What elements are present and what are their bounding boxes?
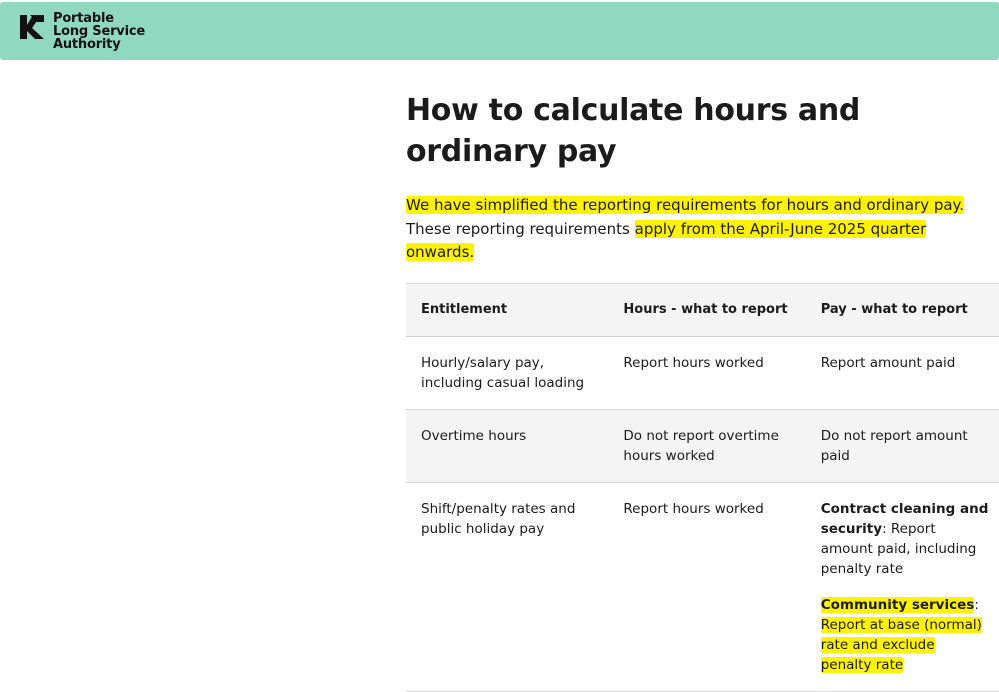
cell-pay: Do not report amount paid	[820, 428, 968, 464]
page-title: How to calculate hours and ordinary pay	[406, 93, 861, 169]
pay-community-title: Community services	[820, 597, 975, 613]
logo-text	[53, 12, 145, 51]
cell-pay: Report amount paid	[820, 355, 956, 371]
pay-cleaning	[821, 499, 989, 579]
table-header-row	[406, 284, 999, 337]
intro-text: These reporting requirements	[406, 219, 635, 238]
cell-hours: Report hours worked	[623, 501, 764, 517]
intro-paragraph	[406, 194, 986, 265]
intro-highlight-2: apply from the April-June 2025 quarter onwards.	[406, 219, 927, 261]
intro-highlight-1: We have simplified the reporting requirements for hours and ordinary pay.	[406, 196, 965, 214]
header-pay: Pay - what to report	[820, 302, 968, 317]
pla-logo-icon	[18, 12, 48, 42]
hours-pay-table	[406, 283, 999, 692]
cell-entitlement: Overtime hours	[421, 428, 527, 444]
table-row	[406, 483, 999, 692]
cell-hours: Report hours worked	[623, 355, 764, 371]
site-logo[interactable]	[18, 12, 145, 51]
table-row	[406, 337, 999, 410]
logo-line-2: Long Service	[53, 24, 145, 39]
table-row	[406, 410, 999, 483]
pay-cleaning-text: : Report amount paid, including penalty rate	[820, 521, 977, 577]
pay-cleaning-title: Contract cleaning and security	[820, 501, 989, 537]
cell-entitlement: Shift/penalty rates and public holiday pay	[421, 501, 576, 537]
header-hours: Hours - what to report	[623, 302, 788, 317]
pay-community-colon: :	[974, 597, 979, 613]
logo-line-1: Portable	[53, 11, 114, 26]
pay-community	[821, 595, 989, 675]
cell-hours: Do not report overtime hours worked	[623, 428, 779, 464]
cell-entitlement: Hourly/salary pay, including casual loading	[421, 355, 585, 391]
pay-community-text: Report at base (normal) rate and exclude penalty rate	[820, 617, 982, 673]
logo-line-3: Authority	[53, 37, 121, 52]
main-content	[406, 90, 996, 673]
site-header	[0, 2, 999, 60]
cell-spacer	[821, 579, 989, 595]
cell-pay	[806, 483, 999, 692]
header-entitlement: Entitlement	[421, 302, 508, 317]
